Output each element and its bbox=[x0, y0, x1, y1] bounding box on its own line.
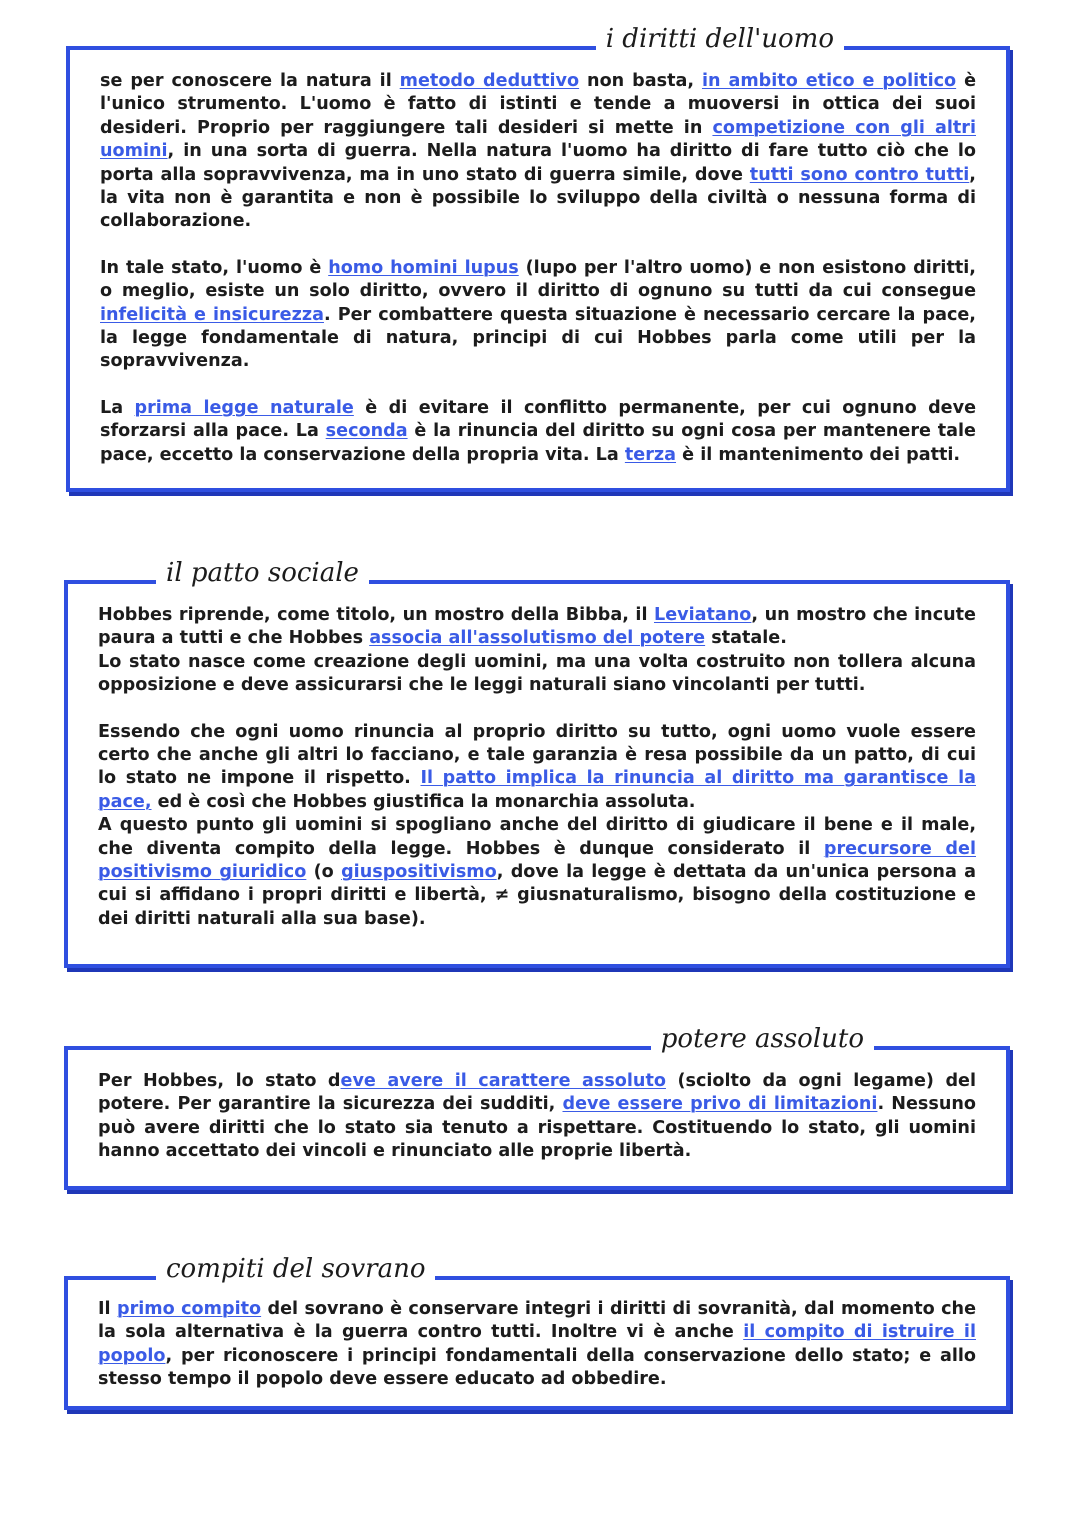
highlighted-term: seconda bbox=[325, 421, 408, 442]
paragraph bbox=[98, 721, 976, 932]
paragraph bbox=[100, 397, 976, 467]
text-run: è il mantenimento dei patti. bbox=[676, 444, 961, 465]
highlighted-term: deve essere privo di limitazioni bbox=[562, 1094, 878, 1115]
highlighted-term: primo compito bbox=[117, 1299, 262, 1319]
text-run: . Nessuno può avere diritti che lo stato sia tenuto a rispettare. Costituendo lo stato, gli uomini hanno accettato dei vincoli e rinunciato alle proprie libertà. bbox=[98, 1094, 976, 1162]
highlighted-term: il compito di istruire il popolo bbox=[98, 1322, 976, 1366]
section-title: compiti del sovrano bbox=[156, 1256, 435, 1282]
text-run: (lupo per l'altro uomo) e non esistono diritti, o meglio, esiste un solo diritto, ovvero il diritto di ognuno su tutti da cui consegue bbox=[100, 257, 976, 302]
text-run: , per riconoscere i principi fondamentali della conservazione dello stato; e allo stesso tempo il popolo deve essere educato ad obbedire. bbox=[98, 1345, 976, 1390]
highlighted-term: giuspositivismo bbox=[341, 862, 497, 883]
paragraph bbox=[98, 1298, 976, 1392]
text-run: Per Hobbes, lo stato d bbox=[98, 1071, 341, 1091]
section-body bbox=[98, 1070, 976, 1164]
section-patto-sociale bbox=[64, 558, 1010, 968]
highlighted-term: Il patto implica la rinuncia al diritto ma garantisce la pace, bbox=[98, 768, 976, 812]
section-title: il patto sociale bbox=[156, 560, 369, 586]
highlighted-term: Leviatano bbox=[653, 605, 752, 625]
highlighted-term: infelicità e insicurezza bbox=[100, 304, 324, 325]
paragraph bbox=[100, 70, 976, 234]
highlighted-term: tutti sono contro tutti bbox=[749, 164, 970, 185]
text-run: è la rinuncia del diritto su ogni cosa per mantenere tale pace, eccetto la conservazione della propria vita. La bbox=[100, 421, 976, 465]
section-potere-assoluto bbox=[64, 1024, 1010, 1190]
section-diritti-uomo bbox=[66, 24, 1010, 492]
text-run: se per conoscere la natura il bbox=[100, 71, 400, 91]
text-run: non basta, bbox=[579, 71, 702, 91]
text-run: (o bbox=[306, 862, 342, 883]
highlighted-term: metodo deduttivo bbox=[399, 71, 580, 91]
text-run: è l'unico strumento. L'uomo è fatto di istinti e tende a muoversi in ottica dei suoi desideri. Proprio per raggiungere tali desideri si mette in bbox=[100, 71, 977, 138]
text-run: Lo stato nasce come creazione degli uomini, ma una volta costruito non tollera alcuna opposizione e deve assicurarsi che le leggi naturali siano vincolanti per tutti. bbox=[98, 651, 976, 696]
text-run: (sciolto da ogni legame) del potere. Per garantire la sicurezza dei sudditi, bbox=[98, 1071, 976, 1115]
text-run: In tale stato, l'uomo è bbox=[100, 257, 329, 278]
text-run: La bbox=[100, 397, 135, 418]
text-run: , un mostro che incute paura a tutti e che Hobbes bbox=[98, 605, 976, 649]
paragraph bbox=[98, 604, 976, 698]
section-body bbox=[100, 70, 976, 467]
text-run: . Per combattere questa situazione è necessario cercare la pace, la legge fondamentale di natura, principi di cui Hobbes parla come utili per la sopravvivenza. bbox=[100, 304, 976, 372]
paragraph bbox=[100, 257, 976, 374]
text-run: è di evitare il conflitto permanente, per cui ognuno deve sforzarsi alla pace. La bbox=[100, 397, 977, 442]
section-title: i diritti dell'uomo bbox=[596, 26, 844, 52]
text-run: statale. bbox=[705, 628, 787, 649]
highlighted-term: associa all'assolutismo del potere bbox=[369, 628, 706, 649]
text-run: Il bbox=[98, 1299, 117, 1319]
section-title: potere assoluto bbox=[651, 1026, 874, 1052]
highlighted-term: terza bbox=[624, 444, 677, 465]
text-run: Hobbes riprende, come titolo, un mostro della Bibba, il bbox=[98, 605, 654, 625]
text-run: , la vita non è garantita e non è possibile lo sviluppo della civiltà o nessuna forma di collaborazione. bbox=[100, 164, 976, 232]
highlighted-term: eve avere il carattere assoluto bbox=[340, 1071, 666, 1091]
text-run: , in una sorta di guerra. Nella natura l'uomo ha diritto di fare tutto ciò che lo porta alla sopravvivenza, ma in uno stato di guerra simile, dove bbox=[100, 141, 976, 185]
highlighted-term: in ambito etico e politico bbox=[701, 71, 957, 91]
text-run: del sovrano è conservare integri i diritti di sovranità, dal momento che la sola alternativa è la guerra contro tutti. Inoltre vi è anche bbox=[98, 1299, 977, 1343]
section-compiti-sovrano bbox=[64, 1254, 1010, 1410]
highlighted-term: competizione con gli altri uomini bbox=[100, 117, 976, 162]
section-body bbox=[98, 604, 976, 931]
highlighted-term: prima legge naturale bbox=[134, 397, 354, 418]
text-run: Essendo che ogni uomo rinuncia al proprio diritto su tutto, ogni uomo vuole essere certo che anche gli altri lo facciano, e tale garanzia è resa possibile da un patto, di cui lo stato ne impone il rispetto. bbox=[98, 721, 976, 789]
highlighted-term: homo homini lupus bbox=[328, 257, 519, 278]
text-run: ed è così che Hobbes giustifica la monarchia assoluta. bbox=[151, 791, 696, 812]
section-body bbox=[98, 1298, 976, 1392]
paragraph bbox=[98, 1070, 976, 1164]
highlighted-term: precursore del positivismo giuridico bbox=[98, 838, 976, 883]
text-run: , dove la legge è dettata da un'unica persona a cui si affidano i propri diritti e libertà, ≠ giusnaturalismo, bisogno della costituzione e dei diritti naturali alla sua base). bbox=[98, 862, 976, 929]
text-run: A questo punto gli uomini si spogliano anche del diritto di giudicare il bene e il male, che diventa compito della legge. Hobbes è dunque considerato il bbox=[98, 815, 976, 859]
